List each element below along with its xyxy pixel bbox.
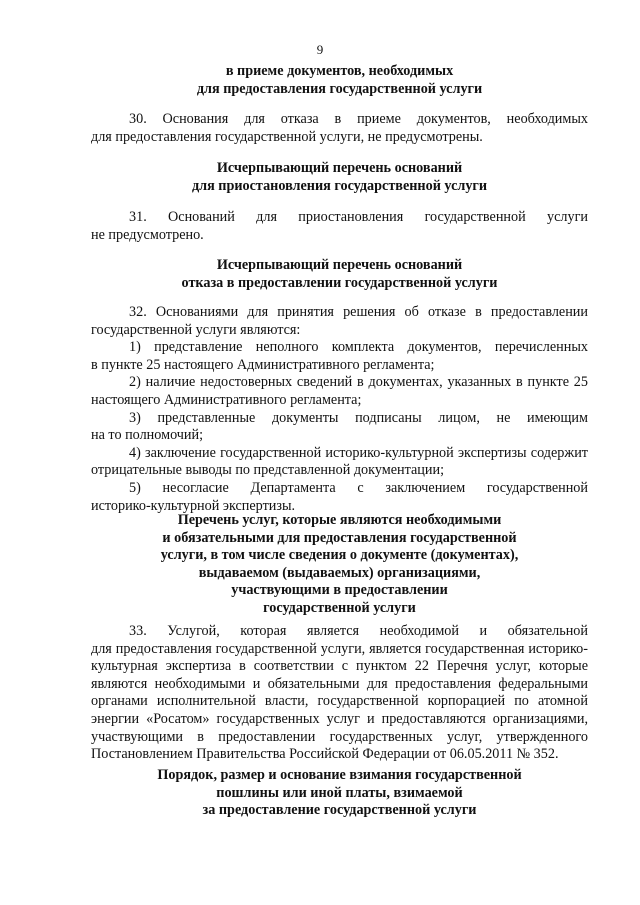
paragraph-line: энергии «Росатом» государственных услуг и предоставляются организациями,	[91, 710, 588, 727]
heading-line: для предоставления государственной услуги	[196, 80, 483, 97]
heading-line: услуги, в том числе сведения о документе (документах),	[160, 547, 519, 564]
heading-line: Перечень услуг, которые являются необходимыми	[177, 512, 502, 528]
paragraph-line: не предусмотрено.	[91, 226, 204, 243]
paragraph-line: 31. Оснований для приостановления государственной услуги	[129, 209, 588, 225]
paragraph-line: Постановлением Правительства Российской Федерации от 06.05.2011 № 352.	[91, 746, 559, 763]
list-item-4-cont: отрицательные выводы по представленной документации;	[91, 462, 445, 479]
list-item-3-cont: на то полномочий;	[91, 427, 204, 444]
list-item-1-cont: в пункте 25 настоящего Административного регламента;	[91, 356, 435, 373]
heading-line: выдаваемом (выдаваемых) организациями,	[198, 564, 481, 581]
heading-line: Исчерпывающий перечень оснований	[216, 160, 463, 176]
heading-line: в приеме документов, необходимых	[225, 63, 454, 79]
list-item-4: 4) заключение государственной историко-культурной экспертизы содержит	[129, 444, 588, 461]
list-item-1: 1) представление неполного комплекта документов, перечисленных	[129, 339, 588, 356]
paragraph-line: культурная экспертиза в соответствии с пунктом 22 Перечня услуг, которые	[91, 658, 588, 675]
heading-document-acceptance	[91, 63, 588, 98]
paragraph-line: участвующими в предоставлении государственных услуг, утвержденного	[91, 728, 588, 745]
heading-line: Исчерпывающий перечень оснований	[216, 257, 463, 273]
heading-state-fee	[91, 767, 588, 820]
heading-suspension-grounds	[91, 160, 588, 195]
heading-line: отказа в предоставлении государственной услуги	[181, 274, 498, 291]
paragraph-line: для предоставления государственной услуги, является государственная историко-	[91, 640, 588, 657]
paragraph-line: органами исполнительной власти, государственной корпорацией по атомной	[91, 693, 588, 710]
heading-line: для приостановления государственной услуги	[191, 177, 488, 194]
heading-refusal-grounds	[91, 257, 588, 292]
paragraph-31	[91, 209, 588, 244]
heading-line: пошлины или иной платы, взимаемой	[216, 784, 463, 801]
list-item-2: 2) наличие недостоверных сведений в документах, указанных в пункте 25	[129, 374, 588, 391]
page-number: 9	[316, 42, 324, 57]
list-item-2-cont: настоящего Административного регламента;	[91, 391, 362, 408]
paragraph-33	[91, 623, 588, 764]
list-item-3: 3) представленные документы подписаны лицом, не имеющим	[129, 409, 588, 426]
heading-line: за предоставление государственной услуги	[202, 802, 477, 819]
heading-required-services	[91, 512, 588, 618]
paragraph-line: государственной услуги являются:	[91, 321, 301, 338]
paragraph-line: являются необходимыми и обязательными для предоставления федеральными	[91, 675, 588, 692]
heading-line: государственной услуги	[263, 599, 416, 616]
paragraph-line: для предоставления государственной услуги, не предусмотрены.	[91, 128, 483, 145]
paragraph-30	[91, 111, 588, 146]
paragraph-32	[91, 304, 588, 515]
heading-line: Порядок, размер и основание взимания государственной	[157, 767, 522, 783]
heading-line: участвующими в предоставлении	[231, 582, 448, 599]
heading-line: и обязательными для предоставления государственной	[162, 529, 517, 546]
paragraph-line: 30. Основания для отказа в приеме документов, необходимых	[129, 111, 588, 127]
list-item-5: 5) несогласие Департамента с заключением государственной	[129, 479, 588, 496]
paragraph-line: 33. Услугой, которая является необходимой и обязательной	[129, 623, 588, 639]
paragraph-line: 32. Основаниями для принятия решения об отказе в предоставлении	[129, 304, 588, 320]
list-item-5-cont: историко-культурной экспертизы.	[91, 497, 296, 514]
